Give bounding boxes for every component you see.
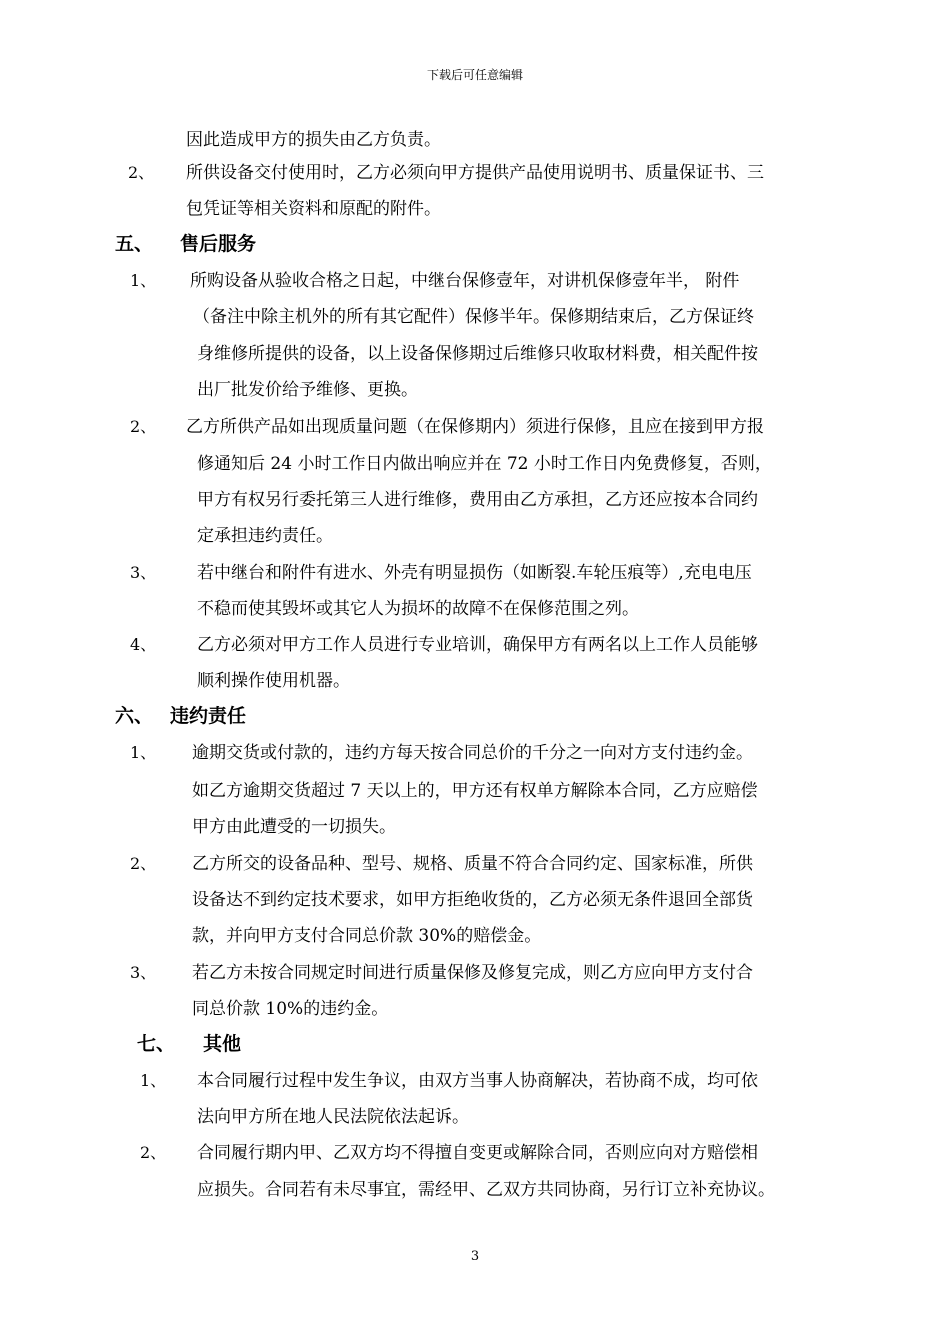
section-6-item-2-number: 2、 <box>130 854 157 873</box>
section-5-item-2-line-4: 定承担违约责任。 <box>197 526 333 546</box>
section-7-item-2-line-1: 合同履行期内甲、乙双方均不得擅自变更或解除合同，否则应向对方赔偿相 <box>197 1143 758 1163</box>
section-5-item-1-line-3: 身维修所提供的设备，以上设备保修期过后维修只收取材料费，相关配件按 <box>197 344 758 364</box>
section-7-item-1-number: 1、 <box>140 1071 167 1090</box>
continuation-line: 因此造成甲方的损失由乙方负责。 <box>186 130 441 150</box>
page-number: 3 <box>470 1249 480 1264</box>
section-6-item-3-line-2: 同总价款 10%的违约金。 <box>192 999 389 1019</box>
section-7-number: 七、 <box>137 1033 176 1055</box>
section-6-item-1-number: 1、 <box>130 743 157 762</box>
section-7-item-1-line-1: 本合同履行过程中发生争议，由双方当事人协商解决，若协商不成，均可依 <box>197 1071 758 1091</box>
section-5-item-3-line-2: 不稳而使其毁坏或其它人为损坏的故障不在保修范围之列。 <box>197 599 639 619</box>
page-header: 下载后可任意编辑 <box>426 68 523 82</box>
section-6-item-1-line-1: 逾期交货或付款的，违约方每天按合同总价的千分之一向对方支付违约金。 <box>192 743 753 763</box>
section-6-item-1-line-2: 如乙方逾期交货超过 7 天以上的，甲方还有权单方解除本合同，乙方应赔偿 <box>192 781 758 801</box>
section-6-item-3-line-1: 若乙方未按合同规定时间进行质量保修及修复完成，则乙方应向甲方支付合 <box>192 963 753 983</box>
section-5-item-1-line-1: 所购设备从验收合格之日起，中继台保修壹年，对讲机保修壹年半， 附件 <box>190 271 740 291</box>
section-5-item-3-number: 3、 <box>130 563 157 582</box>
section-5-item-4-line-1: 乙方必须对甲方工作人员进行专业培训，确保甲方有两名以上工作人员能够 <box>197 635 758 655</box>
section-6-item-2-line-2: 设备达不到约定技术要求，如甲方拒绝收货的，乙方必须无条件退回全部货 <box>192 890 753 910</box>
section-7-item-2-line-2: 应损失。合同若有未尽事宜，需经甲、乙双方共同协商，另行订立补充协议。 <box>197 1180 775 1200</box>
delivery-item-2-number: 2、 <box>128 163 155 182</box>
section-5-item-2-number: 2、 <box>130 417 157 436</box>
section-5-item-1-line-2: （备注中除主机外的所有其它配件）保修半年。保修期结束后，乙方保证终 <box>193 307 754 327</box>
section-7-title: 其他 <box>203 1033 242 1055</box>
section-6-item-3-number: 3、 <box>130 963 157 982</box>
section-5-item-2-line-2: 修通知后 24 小时工作日内做出响应并在 72 小时工作日内免费修复，否则， <box>197 454 772 474</box>
section-5-item-2-line-3: 甲方有权另行委托第三人进行维修，费用由乙方承担，乙方还应按本合同约 <box>197 490 758 510</box>
section-5-title: 售后服务 <box>180 233 257 255</box>
section-6-title: 违约责任 <box>170 705 247 727</box>
section-5-item-1-number: 1、 <box>130 271 157 290</box>
delivery-item-2-line-2: 包凭证等相关资料和原配的附件。 <box>186 199 441 219</box>
section-6-item-1-line-3: 甲方由此遭受的一切损失。 <box>192 817 396 837</box>
section-5-item-1-line-4: 出厂批发价给予维修、更换。 <box>197 380 418 400</box>
section-5-item-2-line-1: 乙方所供产品如出现质量问题（在保修期内）须进行保修，且应在接到甲方报 <box>186 417 764 437</box>
section-5-item-4-line-2: 顺利操作使用机器。 <box>197 671 350 691</box>
section-5-item-3-line-1: 若中继台和附件有进水、外壳有明显损伤（如断裂.车轮压痕等）,充电电压 <box>197 563 752 583</box>
section-6-item-2-line-1: 乙方所交的设备品种、型号、规格、质量不符合合同约定、国家标准，所供 <box>192 854 753 874</box>
section-6-number: 六、 <box>115 705 154 727</box>
section-5-number: 五、 <box>115 233 154 255</box>
section-7-item-1-line-2: 法向甲方所在地人民法院依法起诉。 <box>197 1107 469 1127</box>
section-5-item-4-number: 4、 <box>130 635 157 654</box>
section-7-item-2-number: 2、 <box>140 1143 167 1162</box>
delivery-item-2-line-1: 所供设备交付使用时，乙方必须向甲方提供产品使用说明书、质量保证书、三 <box>186 163 764 183</box>
section-6-item-2-line-3: 款，并向甲方支付合同总价款 30%的赔偿金。 <box>192 926 542 946</box>
